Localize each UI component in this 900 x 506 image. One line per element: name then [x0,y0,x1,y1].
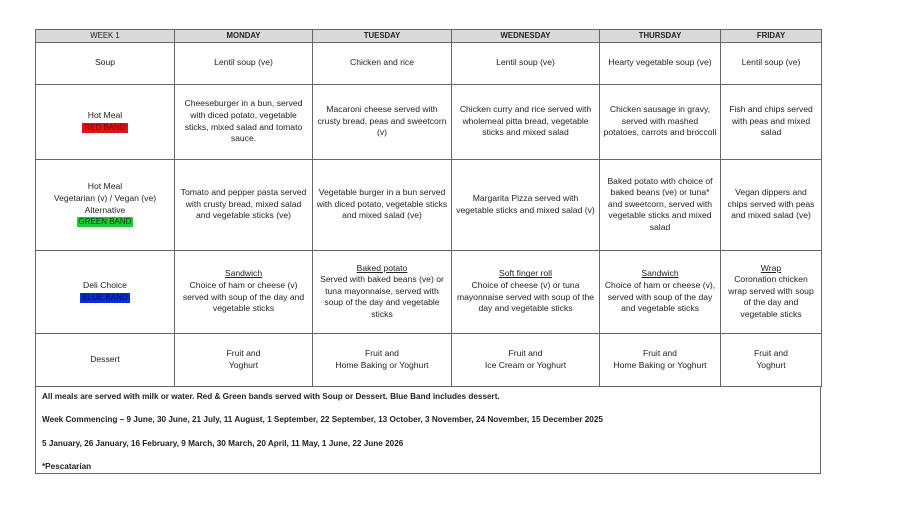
dessert-thursday [600,333,721,386]
dessert-line: Home Baking or Yoghurt [335,359,429,370]
veg-label-line-3: Alternative [84,204,126,215]
header-row [36,30,822,43]
day-thursday: THURSDAY [600,30,721,43]
dessert-tuesday [313,333,452,386]
day-friday: FRIDAY [721,30,822,43]
soup-thursday: Hearty vegetable soup (ve) [600,42,721,84]
week-commencing-2025: Week Commencing – 9 June, 30 June, 21 July, 11 August, 1 September, 22 September, 13 October, 3 November, 24 November, 15 December 2025 [42,414,603,424]
hot-meal-monday: Cheeseburger in a bun, served with diced potato, vegetable sticks, mixed salad and tomato sauce. [175,84,313,159]
deli-label: Deli Choice [83,280,127,290]
row-label-dessert: Dessert [36,333,175,386]
dessert-line: Fruit and [226,348,261,358]
soup-friday: Lentil soup (ve) [721,42,822,84]
row-label-hot-meal [36,84,175,159]
deli-item-title: Soft finger roll [498,268,553,279]
deli-item-title: Sandwich [641,268,679,279]
row-label-vegetarian [36,159,175,250]
deli-item-text: Served with baked beans (ve) or tuna mayonnaise, served with soup of the day and vegetable sticks [320,274,444,319]
veg-label-line-1: Hot Meal [87,181,123,192]
dessert-line: Home Baking or Yoghurt [613,359,707,370]
dessert-line: Fruit and [754,348,788,358]
deli-item-title: Sandwich [224,268,263,279]
deli-monday [175,250,313,333]
hot-meal-wednesday: Chicken curry and rice served with wholemeal pitta bread, vegetable sticks and mixed salad [452,84,600,159]
green-band-badge: GREEN BAND [78,217,132,227]
dessert-line: Fruit and [508,348,543,358]
deli-item-text: Choice of ham or cheese (v) served with soup of the day and vegetable sticks [182,280,305,314]
day-tuesday: TUESDAY [313,30,452,43]
veg-label-line-2: Vegetarian (v) / Vegan (ve) [53,193,157,203]
row-label-soup: Soup [36,42,175,84]
deli-wednesday [452,250,600,333]
veg-thursday: Baked potato with choice of baked beans (ve) or tuna* and sweetcorn, served with vegetable sticks and mixed salad [600,159,721,250]
soup-row [36,42,822,84]
day-wednesday: WEDNESDAY [452,30,600,43]
veg-tuesday: Vegetable burger in a bun served with diced potato, vegetable sticks and mixed salad (ve) [313,159,452,250]
hot-meal-friday: Fish and chips served with peas and mixed salad [721,84,822,159]
week-label: WEEK 1 [36,30,175,43]
dessert-line: Fruit and [365,348,399,358]
dessert-wednesday [452,333,600,386]
hot-meal-tuesday: Macaroni cheese served with crusty bread, peas and sweetcorn (v) [313,84,452,159]
dessert-friday [721,333,822,386]
deli-item-text: Choice of cheese (v) or tuna mayonnaise served with soup of the day and vegetable sticks [456,280,595,314]
row-label-deli [36,250,175,333]
deli-tuesday [313,250,452,333]
deli-item-text: Choice of ham or cheese (v), served with soup of the day and vegetable sticks [604,280,716,314]
hot-meal-label: Hot Meal [87,110,123,120]
deli-item-title: Wrap [760,262,782,273]
hot-meal-row [36,84,822,159]
deli-item-title: Baked potato [356,262,408,273]
day-monday: MONDAY [175,30,313,43]
menu-footer [35,387,821,474]
dessert-row [36,333,822,386]
week-commencing-2026: 5 January, 26 January, 16 February, 9 March, 30 March, 20 April, 11 May, 1 June, 22 June 2026 [42,438,404,448]
veg-monday: Tomato and pepper pasta served with crusty bread, mixed salad and vegetable sticks (ve) [175,159,313,250]
vegetarian-row [36,159,822,250]
hot-meal-thursday: Chicken sausage in gravy, served with mashed potatoes, carrots and broccoli [600,84,721,159]
deli-row [36,250,822,333]
blue-band-badge: BLUE BAND [82,292,128,302]
deli-friday [721,250,822,333]
deli-thursday [600,250,721,333]
deli-item-text: Coronation chicken wrap served with soup of the day and vegetable sticks [728,274,814,319]
dessert-monday [175,333,313,386]
pescatarian-note: *Pescatarian [42,461,92,471]
serving-note: All meals are served with milk or water. Red & Green bands served with Soup or Dessert. Blue Band includes dessert. [42,391,500,401]
soup-wednesday: Lentil soup (ve) [452,42,600,84]
dessert-line: Fruit and [643,348,677,358]
soup-monday: Lentil soup (ve) [175,42,313,84]
menu-sheet [35,29,821,474]
veg-wednesday: Margarita Pizza served with vegetable sticks and mixed salad (v) [452,159,600,250]
weekly-menu-table [35,29,822,387]
dessert-line: Yoghurt [756,359,786,370]
dessert-line: Yoghurt [228,359,259,370]
soup-tuesday: Chicken and rice [313,42,452,84]
veg-friday: Vegan dippers and chips served with peas and mixed salad (ve) [721,159,822,250]
red-band-badge: RED BAND [84,122,126,132]
dessert-line: Ice Cream or Yoghurt [484,359,567,370]
